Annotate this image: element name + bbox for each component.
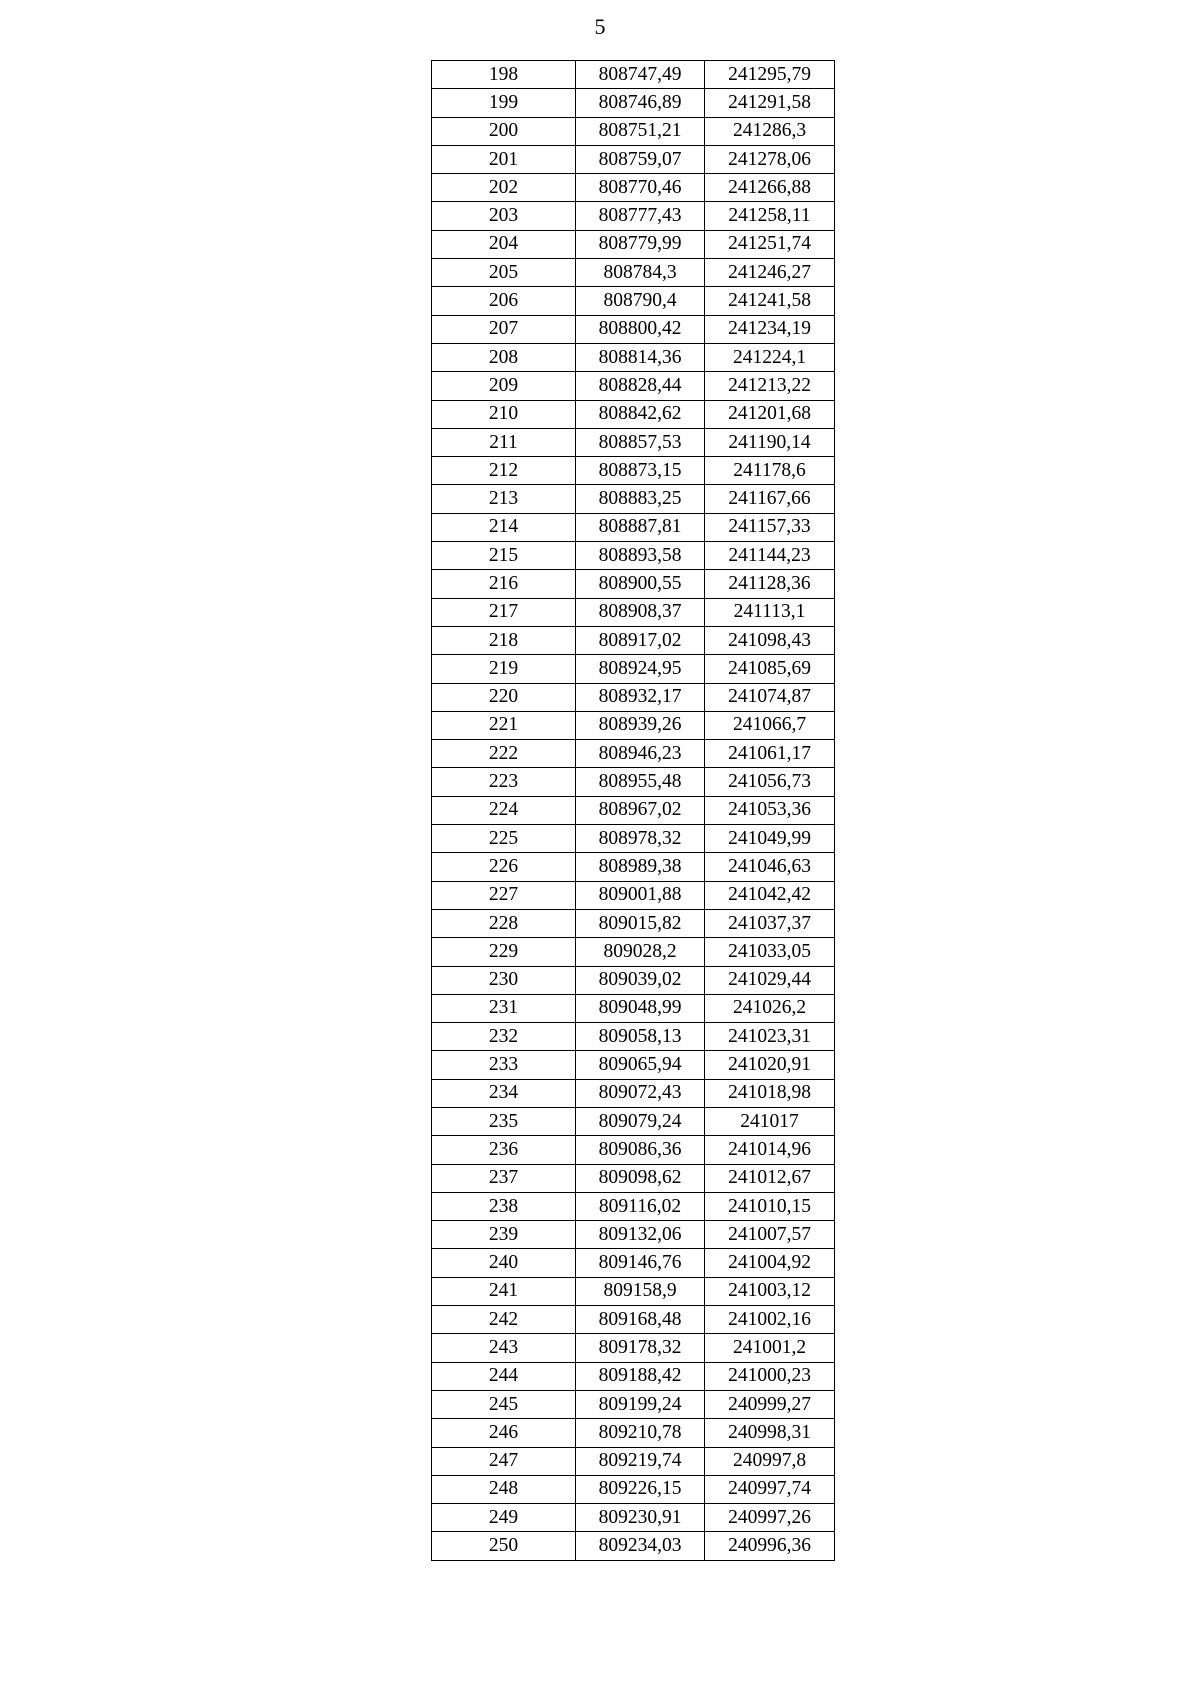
x-coordinate-cell: 808955,48 [576, 768, 705, 796]
y-coordinate-cell: 241023,31 [705, 1023, 835, 1051]
table-row [432, 626, 835, 654]
table-row [432, 1362, 835, 1390]
table-row [432, 485, 835, 513]
x-coordinate-cell: 809146,76 [576, 1249, 705, 1277]
y-coordinate-cell: 241066,7 [705, 711, 835, 739]
x-coordinate-cell: 809079,24 [576, 1107, 705, 1135]
point-number-cell: 244 [432, 1362, 576, 1390]
point-number-cell: 246 [432, 1419, 576, 1447]
table-row [432, 230, 835, 258]
point-number-cell: 213 [432, 485, 576, 513]
y-coordinate-cell: 240999,27 [705, 1390, 835, 1418]
point-number-cell: 228 [432, 909, 576, 937]
table-row [432, 711, 835, 739]
table-row [432, 287, 835, 315]
x-coordinate-cell: 808770,46 [576, 174, 705, 202]
table-row [432, 457, 835, 485]
x-coordinate-cell: 809132,06 [576, 1221, 705, 1249]
point-number-cell: 204 [432, 230, 576, 258]
coordinates-table-body [432, 61, 835, 1561]
table-row [432, 1221, 835, 1249]
x-coordinate-cell: 808784,3 [576, 259, 705, 287]
y-coordinate-cell: 241258,11 [705, 202, 835, 230]
coordinates-table [431, 60, 835, 1561]
page-number: 5 [594, 14, 606, 39]
x-coordinate-cell: 809210,78 [576, 1419, 705, 1447]
point-number-cell: 250 [432, 1532, 576, 1560]
table-row [432, 994, 835, 1022]
point-number-cell: 223 [432, 768, 576, 796]
point-number-cell: 206 [432, 287, 576, 315]
x-coordinate-cell: 808873,15 [576, 457, 705, 485]
table-row [432, 1419, 835, 1447]
y-coordinate-cell: 241026,2 [705, 994, 835, 1022]
y-coordinate-cell: 241000,23 [705, 1362, 835, 1390]
y-coordinate-cell: 241001,2 [705, 1334, 835, 1362]
point-number-cell: 214 [432, 513, 576, 541]
point-number-cell: 212 [432, 457, 576, 485]
x-coordinate-cell: 808747,49 [576, 61, 705, 89]
point-number-cell: 231 [432, 994, 576, 1022]
table-row [432, 400, 835, 428]
point-number-cell: 216 [432, 570, 576, 598]
y-coordinate-cell: 240996,36 [705, 1532, 835, 1560]
point-number-cell: 209 [432, 372, 576, 400]
x-coordinate-cell: 808751,21 [576, 117, 705, 145]
point-number-cell: 247 [432, 1447, 576, 1475]
x-coordinate-cell: 808893,58 [576, 542, 705, 570]
table-row [432, 1192, 835, 1220]
y-coordinate-cell: 241157,33 [705, 513, 835, 541]
x-coordinate-cell: 809116,02 [576, 1192, 705, 1220]
y-coordinate-cell: 241085,69 [705, 655, 835, 683]
y-coordinate-cell: 241295,79 [705, 61, 835, 89]
y-coordinate-cell: 241278,06 [705, 145, 835, 173]
x-coordinate-cell: 808828,44 [576, 372, 705, 400]
point-number-cell: 215 [432, 542, 576, 570]
point-number-cell: 201 [432, 145, 576, 173]
x-coordinate-cell: 809230,91 [576, 1504, 705, 1532]
point-number-cell: 205 [432, 259, 576, 287]
table-row [432, 542, 835, 570]
table-row [432, 1334, 835, 1362]
point-number-cell: 239 [432, 1221, 576, 1249]
x-coordinate-cell: 808790,4 [576, 287, 705, 315]
point-number-cell: 229 [432, 938, 576, 966]
y-coordinate-cell: 241033,05 [705, 938, 835, 966]
table-row [432, 202, 835, 230]
x-coordinate-cell: 809058,13 [576, 1023, 705, 1051]
x-coordinate-cell: 809048,99 [576, 994, 705, 1022]
point-number-cell: 249 [432, 1504, 576, 1532]
point-number-cell: 217 [432, 598, 576, 626]
table-row [432, 598, 835, 626]
table-row [432, 966, 835, 994]
table-row [432, 655, 835, 683]
table-row [432, 1277, 835, 1305]
point-number-cell: 207 [432, 315, 576, 343]
point-number-cell: 233 [432, 1051, 576, 1079]
point-number-cell: 227 [432, 881, 576, 909]
x-coordinate-cell: 809086,36 [576, 1136, 705, 1164]
y-coordinate-cell: 241128,36 [705, 570, 835, 598]
point-number-cell: 198 [432, 61, 576, 89]
table-row [432, 740, 835, 768]
x-coordinate-cell: 809065,94 [576, 1051, 705, 1079]
y-coordinate-cell: 241056,73 [705, 768, 835, 796]
y-coordinate-cell: 241246,27 [705, 259, 835, 287]
x-coordinate-cell: 809219,74 [576, 1447, 705, 1475]
y-coordinate-cell: 241178,6 [705, 457, 835, 485]
table-row [432, 796, 835, 824]
x-coordinate-cell: 809178,32 [576, 1334, 705, 1362]
table-row [432, 428, 835, 456]
point-number-cell: 224 [432, 796, 576, 824]
x-coordinate-cell: 808800,42 [576, 315, 705, 343]
table-row [432, 1249, 835, 1277]
point-number-cell: 236 [432, 1136, 576, 1164]
x-coordinate-cell: 808777,43 [576, 202, 705, 230]
x-coordinate-cell: 808908,37 [576, 598, 705, 626]
table-row [432, 89, 835, 117]
table-row [432, 938, 835, 966]
point-number-cell: 245 [432, 1390, 576, 1418]
y-coordinate-cell: 241224,1 [705, 343, 835, 371]
x-coordinate-cell: 809039,02 [576, 966, 705, 994]
x-coordinate-cell: 809015,82 [576, 909, 705, 937]
table-row [432, 683, 835, 711]
y-coordinate-cell: 240998,31 [705, 1419, 835, 1447]
table-row [432, 881, 835, 909]
table-row [432, 1390, 835, 1418]
y-coordinate-cell: 241074,87 [705, 683, 835, 711]
table-row [432, 1107, 835, 1135]
point-number-cell: 222 [432, 740, 576, 768]
y-coordinate-cell: 241007,57 [705, 1221, 835, 1249]
y-coordinate-cell: 241017 [705, 1107, 835, 1135]
y-coordinate-cell: 241190,14 [705, 428, 835, 456]
y-coordinate-cell: 241061,17 [705, 740, 835, 768]
table-row [432, 1447, 835, 1475]
y-coordinate-cell: 241002,16 [705, 1306, 835, 1334]
y-coordinate-cell: 240997,8 [705, 1447, 835, 1475]
y-coordinate-cell: 241004,92 [705, 1249, 835, 1277]
table-row [432, 315, 835, 343]
x-coordinate-cell: 808932,17 [576, 683, 705, 711]
y-coordinate-cell: 241167,66 [705, 485, 835, 513]
x-coordinate-cell: 809001,88 [576, 881, 705, 909]
point-number-cell: 218 [432, 626, 576, 654]
table-row [432, 1164, 835, 1192]
point-number-cell: 200 [432, 117, 576, 145]
x-coordinate-cell: 808842,62 [576, 400, 705, 428]
y-coordinate-cell: 241286,3 [705, 117, 835, 145]
table-row [432, 1475, 835, 1503]
point-number-cell: 243 [432, 1334, 576, 1362]
table-row [432, 1136, 835, 1164]
x-coordinate-cell: 808746,89 [576, 89, 705, 117]
point-number-cell: 226 [432, 853, 576, 881]
point-number-cell: 210 [432, 400, 576, 428]
y-coordinate-cell: 241010,15 [705, 1192, 835, 1220]
x-coordinate-cell: 809199,24 [576, 1390, 705, 1418]
table-row [432, 117, 835, 145]
x-coordinate-cell: 809234,03 [576, 1532, 705, 1560]
point-number-cell: 232 [432, 1023, 576, 1051]
x-coordinate-cell: 808759,07 [576, 145, 705, 173]
x-coordinate-cell: 808883,25 [576, 485, 705, 513]
y-coordinate-cell: 241053,36 [705, 796, 835, 824]
y-coordinate-cell: 241042,42 [705, 881, 835, 909]
x-coordinate-cell: 809072,43 [576, 1079, 705, 1107]
table-row [432, 1051, 835, 1079]
x-coordinate-cell: 808900,55 [576, 570, 705, 598]
y-coordinate-cell: 241234,19 [705, 315, 835, 343]
x-coordinate-cell: 808857,53 [576, 428, 705, 456]
x-coordinate-cell: 808779,99 [576, 230, 705, 258]
y-coordinate-cell: 241251,74 [705, 230, 835, 258]
x-coordinate-cell: 809226,15 [576, 1475, 705, 1503]
y-coordinate-cell: 241049,99 [705, 825, 835, 853]
y-coordinate-cell: 241012,67 [705, 1164, 835, 1192]
y-coordinate-cell: 241037,37 [705, 909, 835, 937]
point-number-cell: 221 [432, 711, 576, 739]
table-row [432, 259, 835, 287]
y-coordinate-cell: 241144,23 [705, 542, 835, 570]
table-row [432, 768, 835, 796]
x-coordinate-cell: 808887,81 [576, 513, 705, 541]
x-coordinate-cell: 809188,42 [576, 1362, 705, 1390]
y-coordinate-cell: 241098,43 [705, 626, 835, 654]
point-number-cell: 241 [432, 1277, 576, 1305]
point-number-cell: 225 [432, 825, 576, 853]
point-number-cell: 202 [432, 174, 576, 202]
x-coordinate-cell: 809168,48 [576, 1306, 705, 1334]
point-number-cell: 203 [432, 202, 576, 230]
table-row [432, 1504, 835, 1532]
x-coordinate-cell: 809098,62 [576, 1164, 705, 1192]
table-row [432, 570, 835, 598]
point-number-cell: 237 [432, 1164, 576, 1192]
y-coordinate-cell: 240997,74 [705, 1475, 835, 1503]
table-row [432, 513, 835, 541]
point-number-cell: 208 [432, 343, 576, 371]
x-coordinate-cell: 808939,26 [576, 711, 705, 739]
point-number-cell: 219 [432, 655, 576, 683]
x-coordinate-cell: 808978,32 [576, 825, 705, 853]
table-row [432, 174, 835, 202]
y-coordinate-cell: 241018,98 [705, 1079, 835, 1107]
y-coordinate-cell: 241003,12 [705, 1277, 835, 1305]
y-coordinate-cell: 241266,88 [705, 174, 835, 202]
y-coordinate-cell: 241241,58 [705, 287, 835, 315]
point-number-cell: 199 [432, 89, 576, 117]
table-row [432, 1079, 835, 1107]
x-coordinate-cell: 808814,36 [576, 343, 705, 371]
x-coordinate-cell: 808946,23 [576, 740, 705, 768]
table-row [432, 1306, 835, 1334]
y-coordinate-cell: 241014,96 [705, 1136, 835, 1164]
table-row [432, 909, 835, 937]
point-number-cell: 234 [432, 1079, 576, 1107]
x-coordinate-cell: 809028,2 [576, 938, 705, 966]
x-coordinate-cell: 808917,02 [576, 626, 705, 654]
point-number-cell: 211 [432, 428, 576, 456]
point-number-cell: 240 [432, 1249, 576, 1277]
point-number-cell: 235 [432, 1107, 576, 1135]
table-row [432, 825, 835, 853]
point-number-cell: 248 [432, 1475, 576, 1503]
table-row [432, 1532, 835, 1560]
y-coordinate-cell: 241213,22 [705, 372, 835, 400]
x-coordinate-cell: 808967,02 [576, 796, 705, 824]
table-row [432, 372, 835, 400]
table-row [432, 853, 835, 881]
table-row [432, 1023, 835, 1051]
point-number-cell: 220 [432, 683, 576, 711]
y-coordinate-cell: 241291,58 [705, 89, 835, 117]
point-number-cell: 238 [432, 1192, 576, 1220]
y-coordinate-cell: 241020,91 [705, 1051, 835, 1079]
y-coordinate-cell: 241201,68 [705, 400, 835, 428]
x-coordinate-cell: 809158,9 [576, 1277, 705, 1305]
point-number-cell: 242 [432, 1306, 576, 1334]
x-coordinate-cell: 808989,38 [576, 853, 705, 881]
table-row [432, 61, 835, 89]
y-coordinate-cell: 241029,44 [705, 966, 835, 994]
point-number-cell: 230 [432, 966, 576, 994]
table-row [432, 343, 835, 371]
y-coordinate-cell: 240997,26 [705, 1504, 835, 1532]
y-coordinate-cell: 241113,1 [705, 598, 835, 626]
x-coordinate-cell: 808924,95 [576, 655, 705, 683]
table-row [432, 145, 835, 173]
y-coordinate-cell: 241046,63 [705, 853, 835, 881]
